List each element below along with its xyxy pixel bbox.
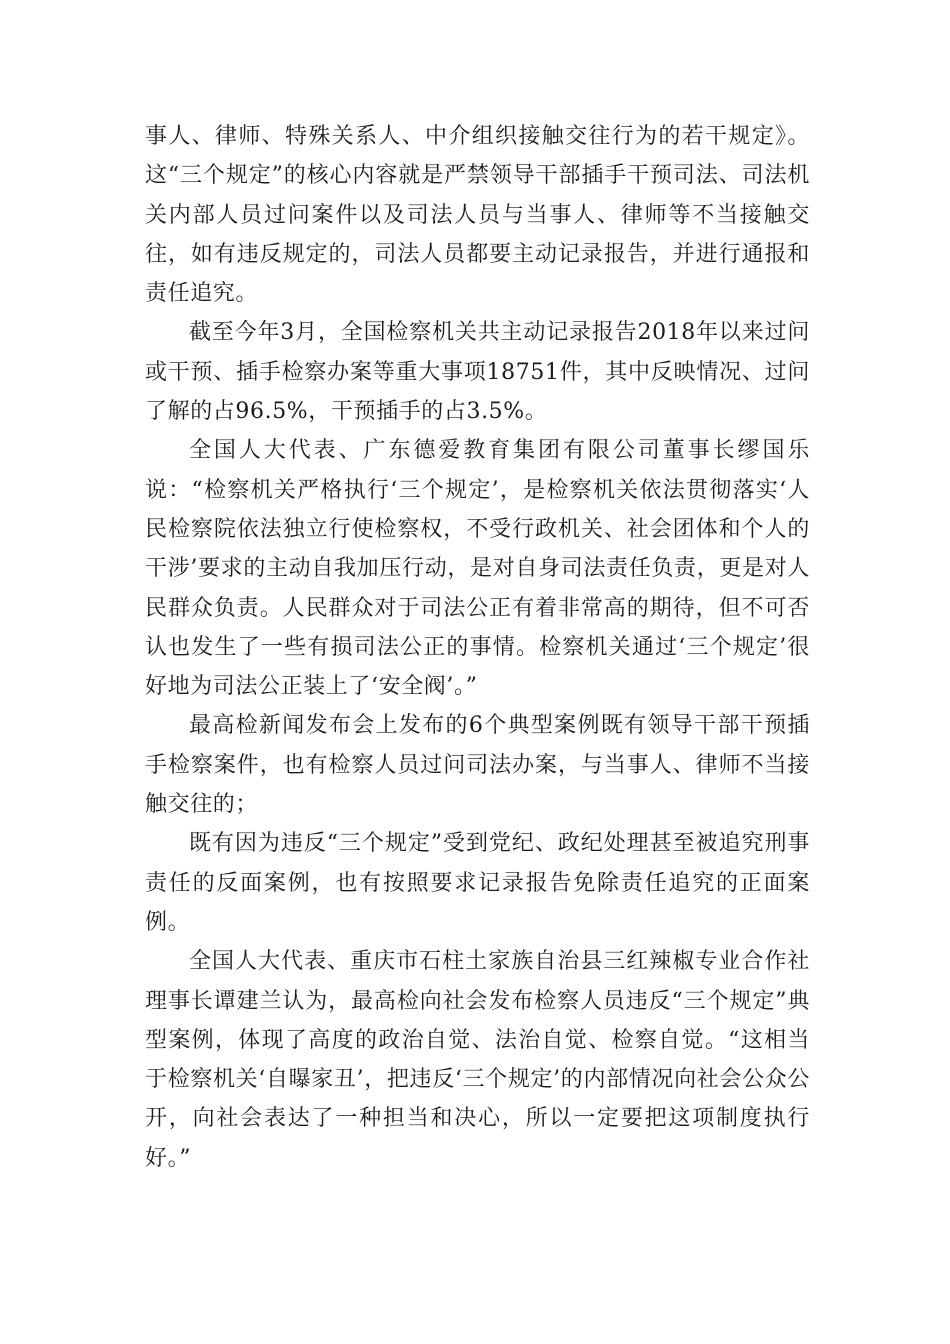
paragraph-continued: 事人、律师、特殊关系人、中介组织接触交往行为的若干规定》。这“三个规定”的核心内容就是严禁领导干部插手干预司法、司法机关内部人员过问案件以及司法人员与当事人、律师等不当接触交往，如有违反规定的，司法人员都要主动记录报告，并进行通报和责任追究。 [145,124,810,307]
paragraph-statistics: 截至今年3月，全国检察机关共主动记录报告2018年以来过问或干预、插手检察办案等重大事项18751件，其中反映情况、过问了解的占96.5%，干预插手的占3.5%。 [145,320,810,425]
paragraph-case-types: 既有因为违反“三个规定”受到党纪、政纪处理甚至被追究刑事责任的反面案例，也有按照要求记录报告免除责任追究的正面案例。 [145,831,810,935]
paragraph-typical-cases: 最高检新闻发布会上发布的6个典型案例既有领导干部干预插手检察案件，也有检察人员过问司法办案，与当事人、律师不当接触交往的； [145,713,810,818]
article-body [145,117,810,1178]
paragraph-quote-miao: 全国人大代表、广东德爱教育集团有限公司董事长缪国乐说：“检察机关严格执行‘三个规定’，是检察机关依法贯彻落实‘人民检察院依法独立行使检察权，不受行政机关、社会团体和个人的干涉’要求的主动自我加压行动，是对自身司法责任负责，更是对人民群众负责。人民群众对于司法公正有着非常高的期待，但不可否认也发生了一些有损司法公正的事情。检察机关通过‘三个规定’很好地为司法公正装上了‘安全阀’。” [145,438,810,700]
paragraph-quote-tan: 全国人大代表、重庆市石柱土家族自治县三红辣椒专业合作社理事长谭建兰认为，最高检向社会发布检察人员违反“三个规定”典型案例，体现了高度的政治自觉、法治自觉、检察自觉。“这相当于检察机关‘自曝家丑’，把违反‘三个规定’的内部情况向社会公众公开，向社会表达了一种担当和决心，所以一定要把这项制度执行好。” [145,949,810,1171]
